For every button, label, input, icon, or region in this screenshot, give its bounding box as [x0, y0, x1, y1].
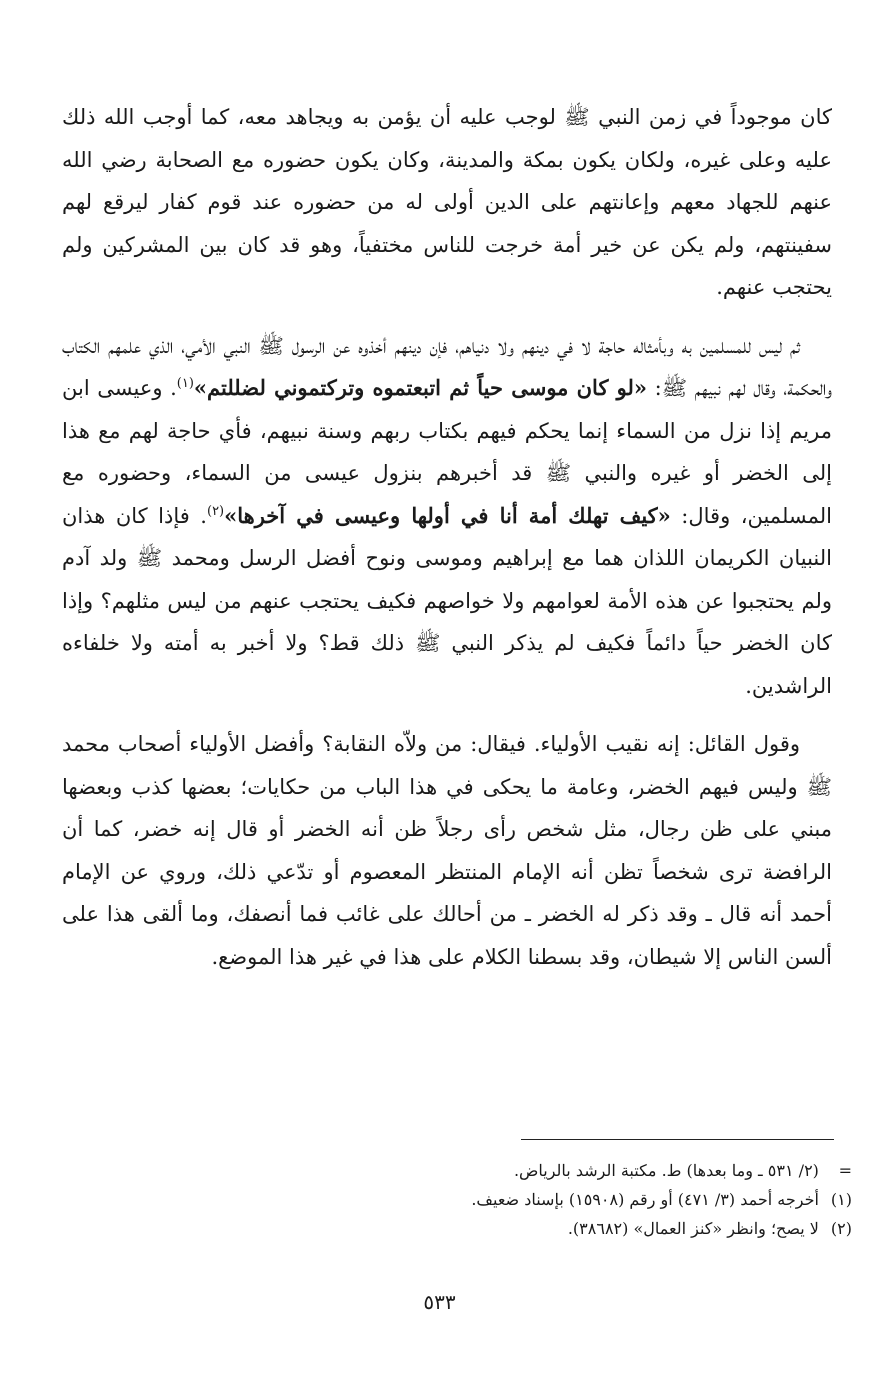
- hadith-quote-2: «كيف تهلك أمة أنا في أولها وعيسى في آخرها»: [224, 502, 671, 528]
- page-number: ٥٣٣: [423, 1290, 456, 1314]
- footnote-divider: [521, 1139, 834, 1140]
- paragraph-1: كان موجوداً في زمن النبي ﷺ لوجب عليه أن يؤمن به ويجاهد معه، كما أوجب الله ذلك عليه وعلى غيره، ولكان يكون بمكة والمدينة، وكان يكون حضوره مع الصحابة رضي الله عنهم للجهاد معهم وإعانتهم على الدين أولى له من حضوره عند قوم كفار ليرقع لهم سفينتهم، ولم يكن عن خير أمة خرجت للناس مختفياً، وهو قد كان بين المشركين ولم يحتجب عنهم.: [62, 105, 832, 299]
- footnote-marker: (٢): [830, 1219, 852, 1238]
- footnote-marker: (١): [830, 1190, 852, 1209]
- footnote-1: [300, 1185, 852, 1214]
- footnote-marker: =: [838, 1161, 852, 1180]
- main-text: [62, 96, 832, 978]
- hadith-quote-1: «لو كان موسى حياً ثم اتبعتموه وتركتموني لضللتم»: [193, 375, 648, 400]
- paragraph-2: [62, 325, 832, 708]
- footnote-continued: [300, 1156, 852, 1185]
- footnote-text: (٢/ ٥٣١ ـ وما بعدها) ط. مكتبة الرشد بالرياض.: [513, 1161, 819, 1180]
- paragraph-3: وقول القائل: إنه نقيب الأولياء. فيقال: من ولاّه النقابة؟ وأفضل الأولياء أصحاب محمد ﷺ وليس فيهم الخضر، وعامة ما يحكى في هذا الباب من حكايات؛ بعضها كذب وبعضها مبني على ظن رجال، مثل شخص رأى رجلاً ظن أنه الخضر أو قال إنه خضر، كما أن الرافضة ترى شخصاً تظن أنه الإمام المنتظر المعصوم أو تدّعي ذلك، وروي عن الإمام أحمد أنه قال ـ وقد ذكر له الخضر ـ من أحالك على غائب فما أنصفك، وما ألقى هذا على ألسن الناس إلا شيطان، وقد بسطنا الكلام على هذا في غير هذا الموضع.: [62, 732, 832, 969]
- footnotes: [300, 1156, 852, 1243]
- footnote-ref-2[interactable]: (٢): [206, 503, 225, 519]
- paragraph-2-part-1: ثم ليس للمسلمين به وبأمثاله حاجة لا في دينهم ولا دنياهم، فإن دينهم أخذوه عن الرسول ﷺ النبي الأمي، الذي علمهم الكتاب والحكمة، وقال لهم نبيهم ﷺ:: [62, 333, 832, 400]
- paragraph-2-part-2: . وعيسى ابن مريم إذا نزل من السماء إنما يحكم فيهم بكتاب ربهم وسنة نبيهم، فأي حاجة لهم مع هذا إلى الخضر أو غيره والنبي ﷺ قد أخبرهم بنزول عيسى من السماء، وحضوره مع المسلمين، وقال:: [62, 376, 833, 528]
- footnote-text: أخرجه أحمد (٣/ ٤٧١) أو رقم (١٥٩٠٨) بإسناد ضعيف.: [471, 1190, 819, 1209]
- footnote-text: لا يصح؛ وانظر «كنز العمال» (٣٨٦٨٢).: [567, 1219, 819, 1238]
- footnote-ref-1[interactable]: (١): [176, 376, 194, 391]
- footnote-2: [300, 1214, 852, 1243]
- paragraph-2-part-3: . فإذا كان هذان النبيان الكريمان اللذان هما مع إبراهيم وموسى ونوح أفضل الرسل ومحمد ﷺ ولد آدم ولم يحتجبوا عن هذه الأمة لعوامهم ولا خواصهم فكيف يحتجب عنهم من ليس مثلهم؟ وإذا كان الخضر حياً دائماً فكيف لم يذكر النبي ﷺ ذلك قط؟ ولا أخبر به أمته ولا خلفاءه الراشدين.: [62, 503, 832, 698]
